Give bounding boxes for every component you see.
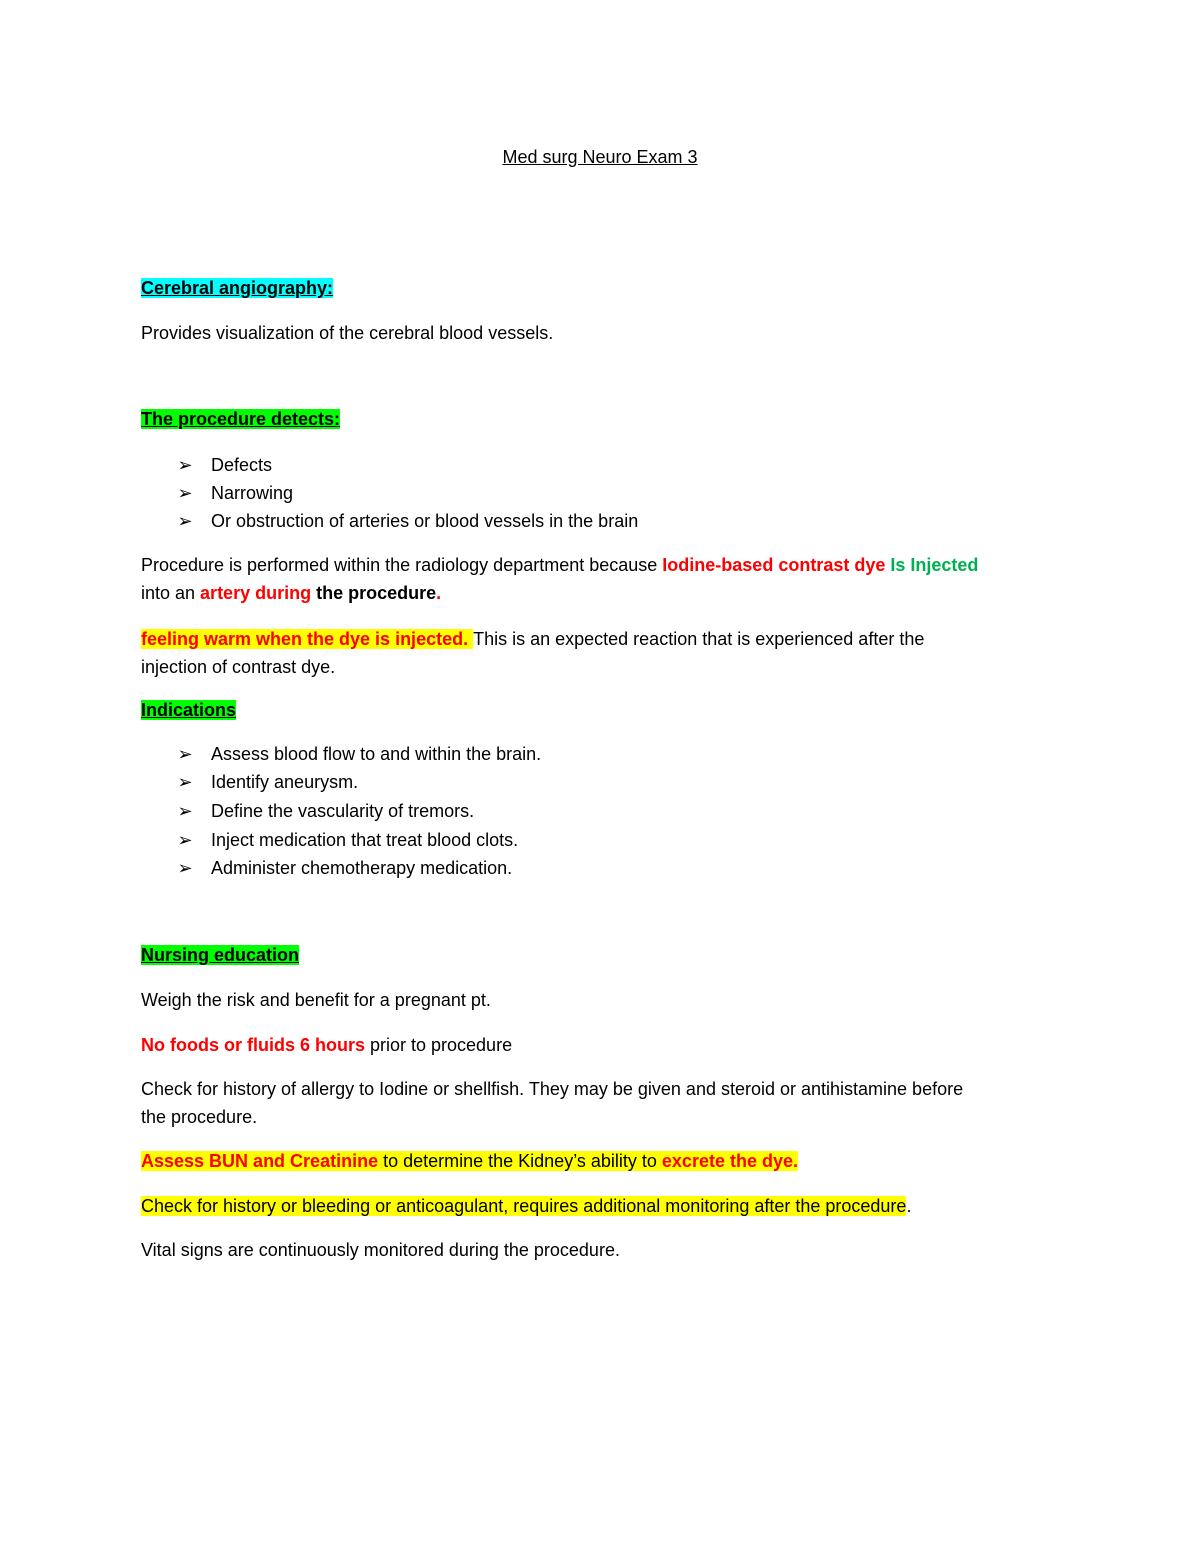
procedure-paragraph-line-1: Procedure is performed within the radiology department because Iodine-based contrast dye Is Injected	[141, 555, 979, 575]
warm-paragraph-line-2: injection of contrast dye.	[141, 657, 336, 677]
document-page: Med surg Neuro Exam 3 Cerebral angiography: Provides visualization of the cerebral blood vessels. The procedure detects: ➢ Defects ➢ Narrowing ➢ Or obstruction of arteries or blood vessels in the brain Procedure is performed within the radiology department because Iodine-based contrast dye Is Injected into an artery during the procedure. feeling warm when the dye is injected. This is an expected reaction that is experienced after the injection of contrast dye. Indications ➢ Assess blood flow to and within the brain. ➢ Identify aneurysm. ➢ Define the vascularity of tremors. ➢ Inject medication that treat blood clots. ➢ Administer chemotherapy medication. Nursing education Weigh the risk and benefit for a pregnant pt. No foods or fluids 6 hours prior to procedure Check for history of allergy to Iodine or shellfish. They may be given and steroid or antihistamine before the procedure. Assess BUN and Creatinine to determine the Kidney’s ability to excrete the dye. Check for history or bleeding or anticoagulant, requires additional monitoring after the procedure. Vital signs are continuously monitored during the procedure.	[0, 0, 1200, 1553]
arrowhead-bullet-icon: ➢	[177, 830, 193, 850]
heading-nursing-education: Nursing education	[141, 945, 300, 965]
arrowhead-bullet-icon: ➢	[177, 858, 193, 878]
heading-procedure-detects: The procedure detects:	[141, 409, 341, 429]
arrowhead-bullet-icon: ➢	[177, 511, 193, 531]
nursing-bleeding-note: Check for history or bleeding or anticoagulant, requires additional monitoring after the procedure.	[141, 1196, 912, 1216]
arrowhead-bullet-icon: ➢	[177, 455, 193, 475]
document-title: Med surg Neuro Exam 3	[502, 147, 698, 167]
nursing-allergy-line-1: Check for history of allergy to Iodine or shellfish. They may be given and steroid or antihistamine before	[141, 1079, 964, 1099]
heading-indications: Indications	[141, 700, 237, 720]
heading-cerebral-angiography: Cerebral angiography:	[141, 278, 334, 298]
warm-paragraph-line-1: feeling warm when the dye is injected. This is an expected reaction that is experienced after the	[141, 629, 925, 649]
nursing-vitals-note: Vital signs are continuously monitored during the procedure.	[141, 1240, 620, 1260]
arrowhead-bullet-icon: ➢	[177, 744, 193, 764]
nursing-allergy-line-2: the procedure.	[141, 1107, 258, 1127]
nursing-fasting-note: No foods or fluids 6 hours prior to procedure	[141, 1035, 513, 1055]
arrowhead-bullet-icon: ➢	[177, 772, 193, 792]
cerebral-description: Provides visualization of the cerebral blood vessels.	[141, 323, 554, 343]
arrowhead-bullet-icon: ➢	[177, 483, 193, 503]
nursing-pregnant-note: Weigh the risk and benefit for a pregnant pt.	[141, 990, 491, 1010]
arrowhead-bullet-icon: ➢	[177, 801, 193, 821]
procedure-paragraph-line-2: into an artery during the procedure.	[141, 583, 442, 603]
nursing-bun-note: Assess BUN and Creatinine to determine the Kidney’s ability to excrete the dye.	[141, 1151, 798, 1171]
